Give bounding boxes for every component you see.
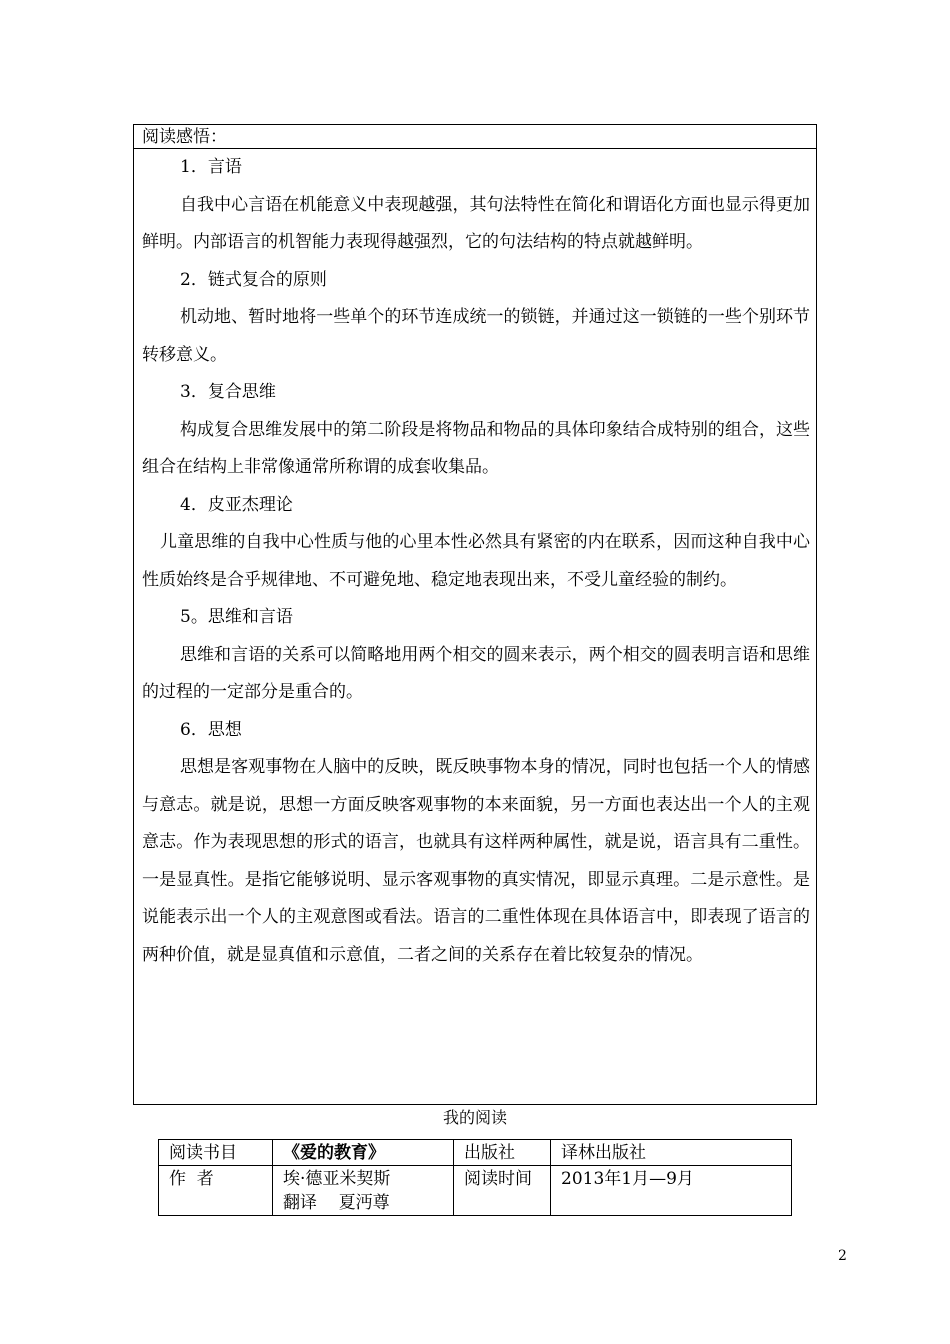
reading-time-label: 阅读时间	[454, 1166, 551, 1216]
translator-value: 翻译 夏沔尊	[283, 1193, 390, 1213]
author-label: 作 者	[159, 1166, 273, 1216]
page-number: 2	[838, 1248, 847, 1264]
section-heading: 4．皮亚杰理论	[180, 494, 293, 515]
section-paragraph: 儿童思维的自我中心性质与他的心里本性必然具有紧密的内在联系，因而这种自我中心性质始终是合乎规律地、不可避免地、稳定地表现出来，不受儿童经验的制约。	[142, 532, 810, 590]
section-heading: 6．思想	[180, 719, 242, 740]
book-info-table	[158, 1139, 792, 1216]
author-cell	[273, 1166, 454, 1216]
section-paragraph: 构成复合思维发展中的第二阶段是将物品和物品的具体印象结合成特别的组合，这些组合在结构上非常像通常所称谓的成套收集品。	[142, 419, 810, 477]
section-heading: 1．言语	[180, 157, 242, 177]
publisher-label: 出版社	[454, 1140, 551, 1166]
book-title: 《爱的教育》	[273, 1140, 454, 1166]
reflection-header-row	[134, 125, 816, 149]
section-paragraph: 机动地、暂时地将一些单个的环节连成统一的锁链，并通过这一锁链的一些个别环节转移意义。	[142, 307, 810, 365]
table-row	[159, 1166, 792, 1216]
author-value: 埃·德亚米契斯	[283, 1169, 391, 1189]
section-paragraph: 思维和言语的关系可以简略地用两个相交的圆来表示，两个相交的圆表明言语和思维的过程的一定部分是重合的。	[142, 644, 810, 702]
section-paragraph: 思想是客观事物在人脑中的反映，既反映事物本身的情况，同时也包括一个人的情感与意志。就是说，思想一方面反映客观事物的本来面貌，另一方面也表达出一个人的主观意志。作为表现思想的形式的语言，也就具有这样两种属性，就是说，语言具有二重性。一是显真性。是指它能够说明、显示客观事物的真实情况，即显示真理。二是示意性。是说能表示出一个人的主观意图或看法。语言的二重性体现在具体语言中，即表现了语言的两种价值，就是显真值和示意值，二者之间的关系存在着比较复杂的情况。	[142, 757, 810, 965]
section-heading: 3．复合思维	[180, 382, 276, 402]
my-reading-caption: 我的阅读	[442, 1108, 507, 1127]
book-title-label: 阅读书目	[159, 1140, 273, 1166]
section-heading: 5。思维和言语	[180, 607, 293, 627]
reading-reflection-box	[133, 124, 817, 1105]
section-heading: 2．链式复合的原则	[180, 269, 327, 290]
table-row	[159, 1140, 792, 1166]
reflection-header: 阅读感悟：	[142, 127, 227, 147]
reading-time-value: 2013年1月—9月	[551, 1166, 792, 1216]
section-paragraph: 自我中心言语在机能意义中表现越强，其句法特性在简化和谓语化方面也显示得更加鲜明。内部语言的机智能力表现得越强烈，它的句法结构的特点就越鲜明。	[142, 194, 810, 252]
reflection-body	[142, 149, 810, 974]
publisher-value: 译林出版社	[551, 1140, 792, 1166]
